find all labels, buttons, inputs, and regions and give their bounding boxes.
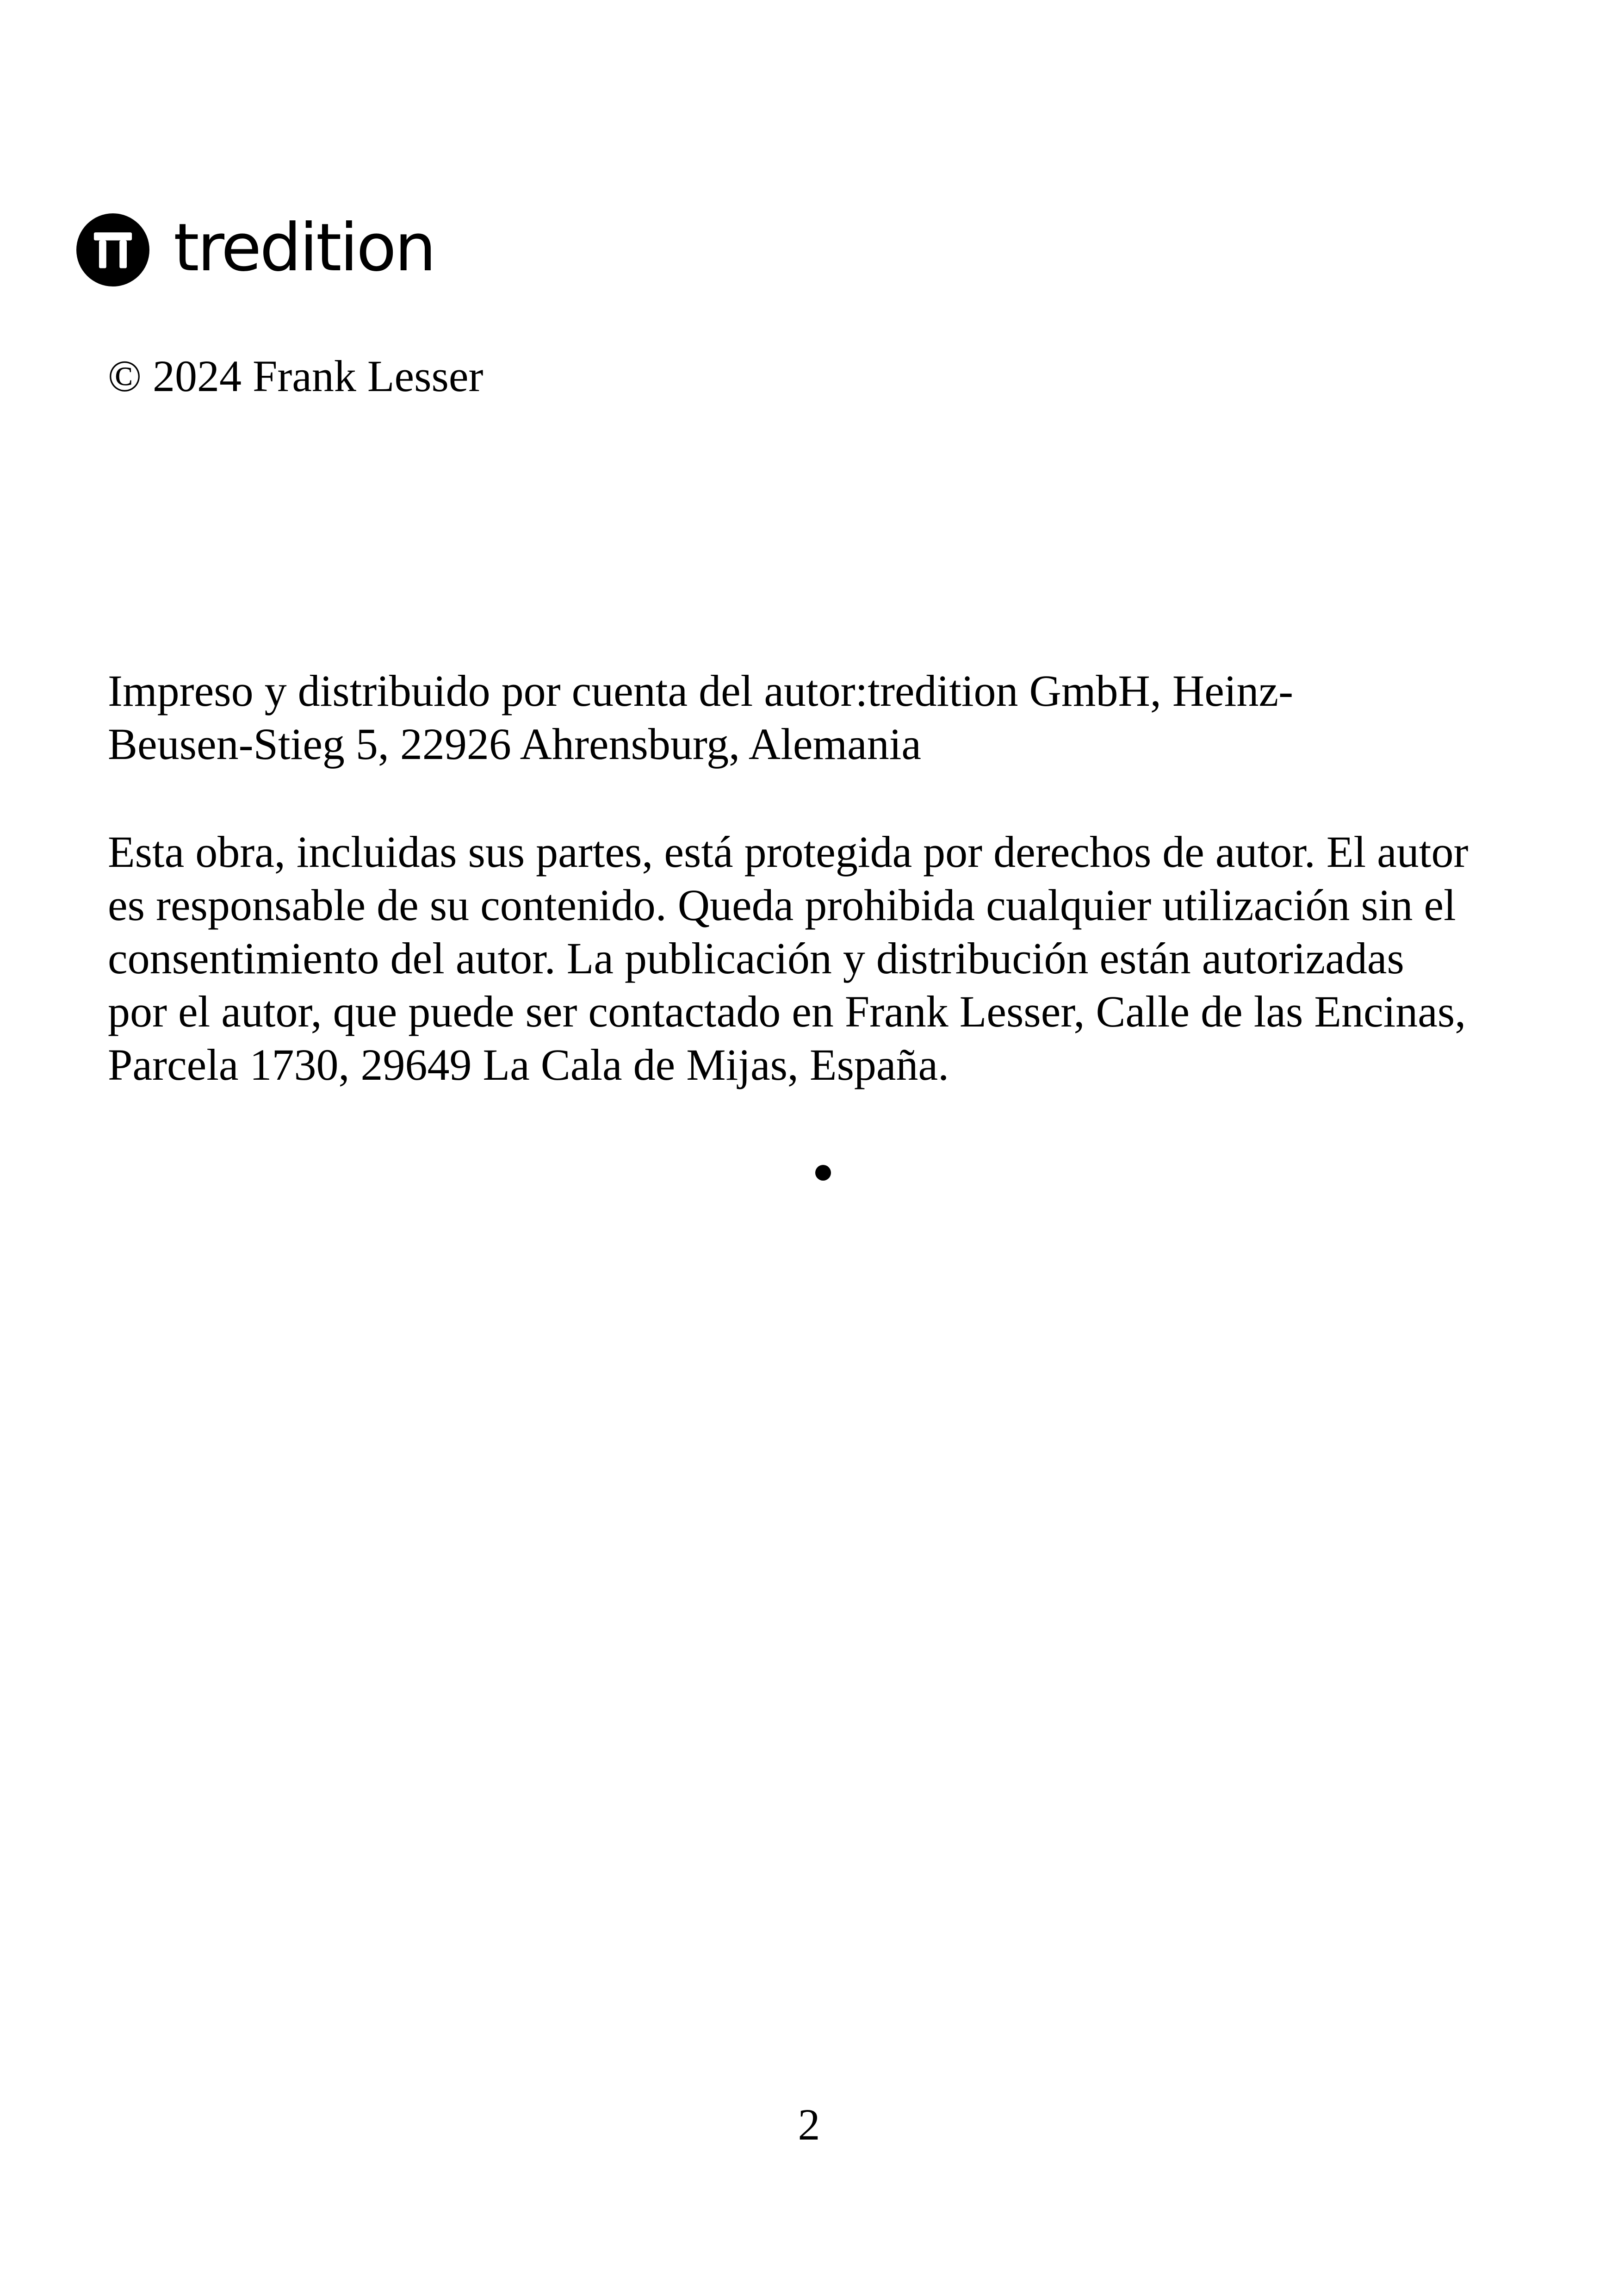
printer-notice	[108, 664, 1533, 771]
legal-notice-line: Parcela 1730, 29649 La Cala de Mijas, España.	[108, 1040, 949, 1089]
bullet-icon	[815, 1165, 831, 1181]
legal-notice-line: consentimiento del autor. La publicación y distribución están autorizadas	[108, 933, 1404, 983]
logo-wordmark: tredition	[174, 210, 434, 286]
printer-notice-line: Impreso y distribuido por cuenta del autor:tredition GmbH, Heinz-	[108, 666, 1294, 716]
publisher-logo	[76, 211, 434, 289]
legal-notice-line: Esta obra, incluidas sus partes, está protegida por derechos de autor. El autor	[108, 827, 1469, 877]
tredition-logo-icon	[76, 213, 149, 286]
legal-notice-line: es responsable de su contenido. Queda prohibida cualquier utilización sin el	[108, 880, 1456, 930]
copyright-notice: © 2024 Frank Lesser	[108, 351, 484, 401]
printer-notice-line: Beusen-Stieg 5, 22926 Ahrensburg, Alemania	[108, 719, 921, 769]
legal-notice	[108, 825, 1533, 1091]
legal-notice-line: por el autor, que puede ser contactado en Frank Lesser, Calle de las Encinas,	[108, 987, 1466, 1036]
page-number: 2	[798, 2100, 820, 2149]
